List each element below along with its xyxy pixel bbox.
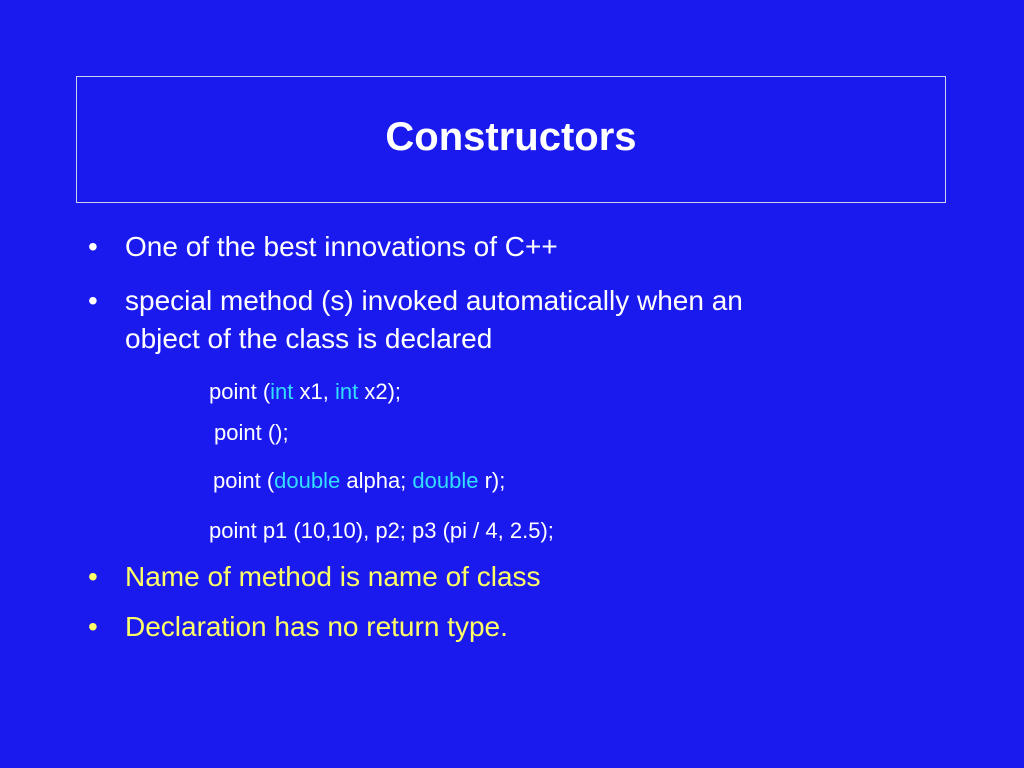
bullet-marker: • [88, 285, 98, 316]
bullet-marker: • [88, 561, 98, 592]
code-text: point p1 (10,10), p2; p3 (pi / 4, 2.5); [209, 518, 554, 543]
code-text: x2); [358, 379, 402, 404]
bullet-text: Name of method is name of class [125, 561, 541, 592]
bullet-text-line-1: special method (s) invoked automatically when an [125, 285, 743, 316]
code-line [214, 419, 289, 447]
code-keyword: double [412, 468, 479, 493]
bullet-text: One of the best innovations of C++ [125, 231, 558, 262]
code-line [213, 467, 505, 495]
code-text: point (); [214, 420, 289, 445]
code-line [209, 378, 401, 406]
code-text: r); [478, 468, 506, 493]
code-keyword: double [274, 468, 341, 493]
bullet-marker: • [88, 231, 98, 262]
code-text: alpha; [340, 468, 413, 493]
code-keyword: int [270, 379, 294, 404]
code-text: point ( [213, 468, 275, 493]
code-text: x1, [293, 379, 335, 404]
code-line [209, 517, 554, 545]
bullet-marker: • [88, 611, 98, 642]
bullet-text: Declaration has no return type. [125, 611, 508, 642]
title-box [76, 76, 946, 203]
code-keyword: int [334, 379, 359, 404]
code-text: point ( [209, 379, 271, 404]
slide-title: Constructors [385, 115, 637, 159]
bullet-text-line-2: object of the class is declared [125, 323, 493, 354]
